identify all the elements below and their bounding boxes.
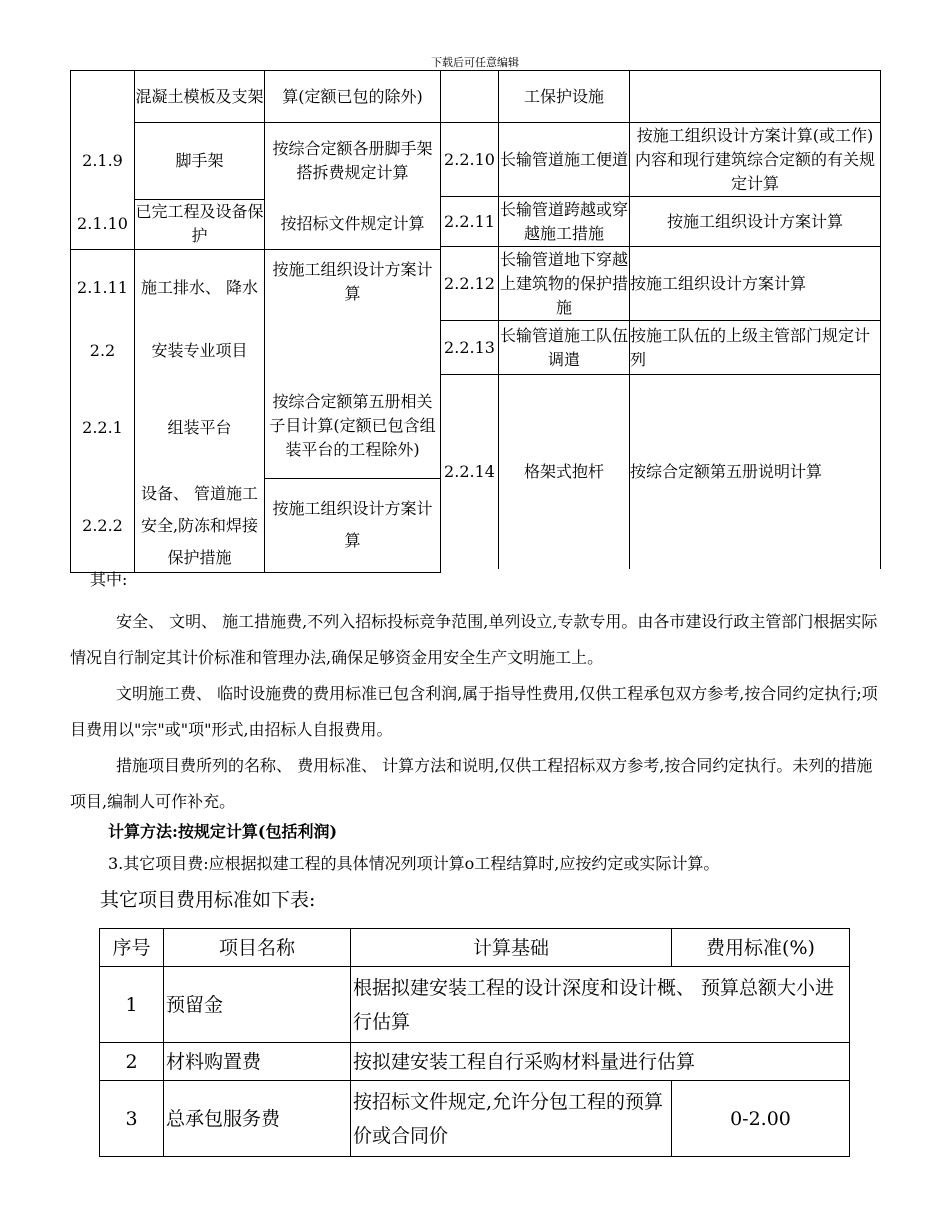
row-rate: 0-2.00	[672, 1081, 850, 1157]
paragraph-civilized: 文明施工费、 临时设施费的费用标准已包含利润,属于指导性费用,仅供工程承包双方参考,按合同约定执行;项目费用以"宗"或"项"形式,由招标人自报费用。	[70, 684, 878, 739]
paragraph-safety: 安全、 文明、 施工措施费,不列入招标投标竞争范围,单列设立,专款专用。由各市建设行政主管部门根据实际情况自行制定其计价标准和管理办法,确保足够资金用安全生产文明施工上。	[70, 612, 878, 667]
item3-paragraph: 3.其它项目费:应根据拟建工程的具体情况列项计算o工程结算时,应按约定或实际计算。	[108, 854, 720, 873]
item-name: 脚手架	[135, 123, 265, 200]
header-note: 下载后可任意编辑	[431, 56, 519, 69]
row-number	[441, 71, 499, 123]
item-name: 已完工程及设备保护	[135, 199, 265, 249]
paragraph-measures: 措施项目费所列的名称、 费用标准、 计算方法和说明,仅供工程招标双方参考,按合同约定执行。未列的措施项目,编制人可作补充。	[70, 756, 873, 811]
row-no: 1	[100, 967, 164, 1043]
table-row	[71, 71, 441, 123]
table-title: 其它项目费用标准如下表:	[100, 889, 316, 911]
table-row	[100, 1043, 850, 1081]
row-number: 2.1.9 2.1.10	[71, 71, 135, 250]
item-name: 长输管道施工队伍调遣	[499, 321, 630, 375]
row-no: 3	[100, 1081, 164, 1157]
row-basis: 根据拟建安装工程的设计深度和设计概、 预算总额大小进行估算	[351, 967, 850, 1043]
col-header-no: 序号	[100, 929, 164, 967]
calc-method: 算(定额已包的除外)	[265, 71, 441, 123]
col-header-rate: 费用标准(%)	[672, 929, 850, 967]
table-row	[100, 1081, 850, 1157]
row-number: 2.2.12	[441, 247, 499, 321]
calc-method	[630, 71, 881, 123]
table-row	[441, 321, 881, 375]
table-row	[100, 967, 850, 1043]
table-row	[441, 123, 881, 197]
row-number: 2.2.13	[441, 321, 499, 375]
row-number: 2.1.11 2.2 2.2.1 2.2.2	[71, 250, 135, 573]
item-name: 工保护设施	[499, 71, 630, 123]
calc-method: 按综合定额第五册说明计算	[630, 375, 881, 569]
item-name: 混凝土模板及支架	[135, 71, 265, 123]
table-row	[441, 375, 881, 569]
measures-table-left	[70, 70, 441, 573]
col-header-name: 项目名称	[164, 929, 351, 967]
row-name: 预留金	[164, 967, 351, 1043]
measures-table-right	[440, 70, 881, 569]
row-basis: 按拟建安装工程自行采购材料量进行估算	[351, 1043, 850, 1081]
row-basis: 按招标文件规定,允许分包工程的预算价或合同价	[351, 1081, 672, 1157]
table-row	[441, 71, 881, 123]
row-name: 总承包服务费	[164, 1081, 351, 1157]
item-name: 长输管道施工便道	[499, 123, 630, 197]
calc-method: 按施工队伍的上级主管部门规定计列	[630, 321, 881, 375]
item-name: 长输管道跨越或穿越施工措施	[499, 197, 630, 247]
row-no: 2	[100, 1043, 164, 1081]
item-name: 长输管道地下穿越上建筑物的保护措施	[499, 247, 630, 321]
calc-method: 按施工组织设计方案计算(或工作)内容和现行建筑综合定额的有关规定计算	[630, 123, 881, 197]
table-row	[441, 197, 881, 247]
calc-method: 按施工组织设计方案计算 按综合定额第五册相关子目计算(定额已包含组装平台的工程除外)	[265, 250, 441, 479]
row-name: 材料购置费	[164, 1043, 351, 1081]
row-number: 2.2.14	[441, 375, 499, 569]
col-header-basis: 计算基础	[351, 929, 672, 967]
calc-method: 按综合定额各册脚手架搭拆费规定计算 按招标文件规定计算	[265, 123, 441, 250]
qizhong-label: 其中:	[90, 570, 128, 589]
method-line: 计算方法:按规定计算(包括利润)	[108, 822, 338, 841]
other-fees-table	[99, 928, 850, 1157]
row-number: 2.2.11	[441, 197, 499, 247]
item-name: 施工排水、 降水 安装专业项目 组装平台 设备、 管道施工安全,防冻和焊接保护措施	[135, 250, 265, 573]
row-number: 2.2.10	[441, 123, 499, 197]
calc-method: 按施工组织设计方案计算	[630, 247, 881, 321]
item-name: 格架式抱杆	[499, 375, 630, 569]
table-header-row	[100, 929, 850, 967]
calc-method: 按施工组织设计方案计算	[630, 197, 881, 247]
table-row	[441, 247, 881, 321]
table-row	[71, 250, 441, 328]
calc-method: 按施工组织设计方案计算	[265, 478, 441, 572]
